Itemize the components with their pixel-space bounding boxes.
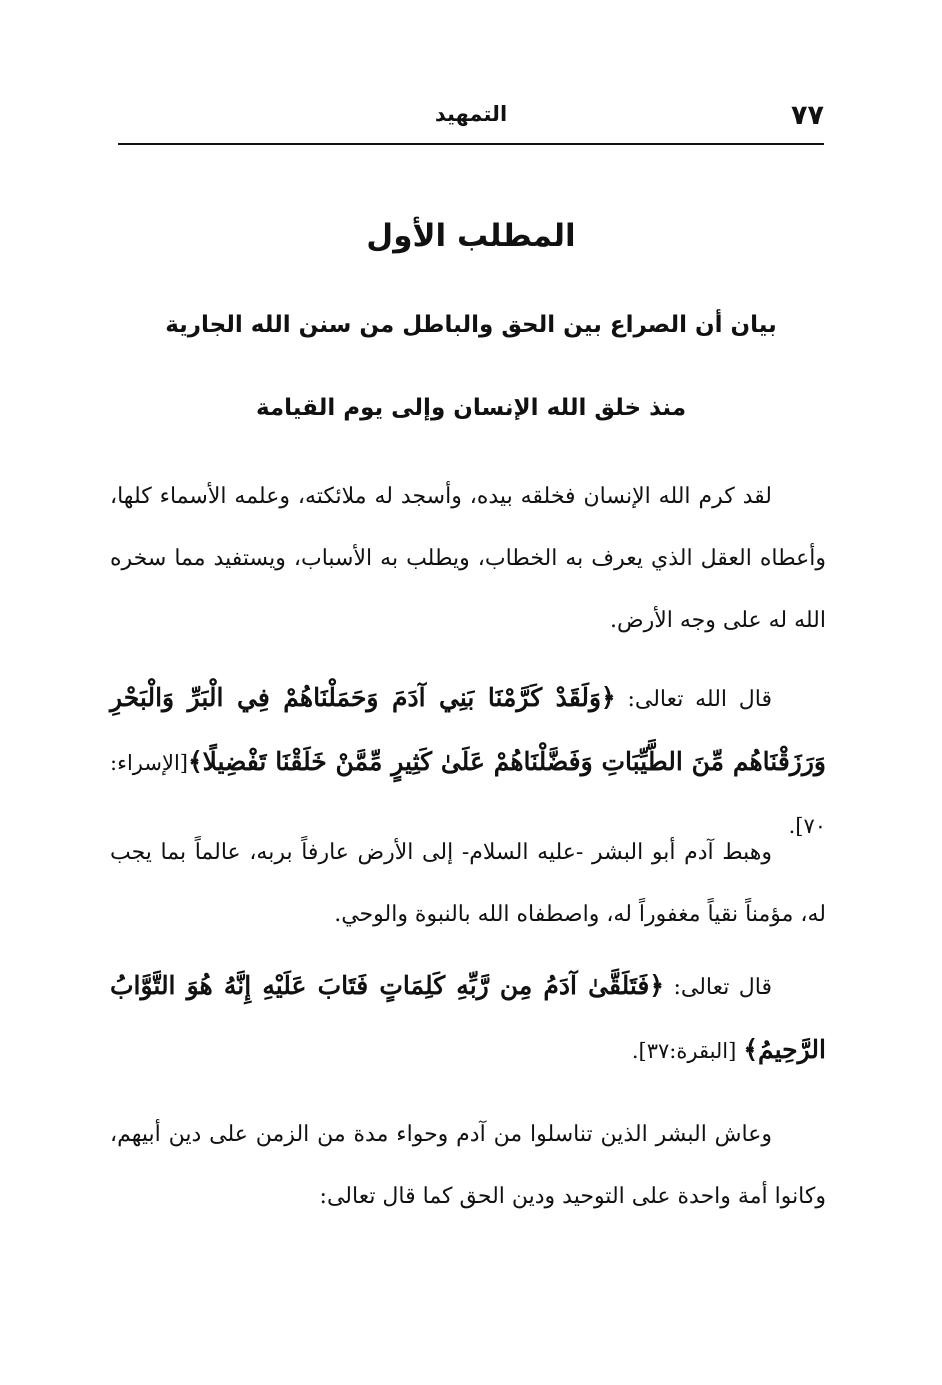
verse-intro: قال الله تعالى: xyxy=(615,687,772,712)
header-rule xyxy=(118,143,824,145)
page-number: ٧٧ xyxy=(791,100,824,131)
chapter-title: المطلب الأول xyxy=(366,218,576,254)
running-header xyxy=(118,100,824,140)
chapter-subtitle-line-2: منذ خلق الله الإنسان وإلى يوم القيامة xyxy=(255,395,687,421)
paragraph-5: وعاش البشر الذين تناسلوا من آدم وحواء مدة من الزمن على دين أبيهم، وكانوا أمة واحدة على التوحيد ودين الحق كما قال تعالى: xyxy=(110,1122,826,1209)
chapter-subtitle-line-1: بيان أن الصراع بين الحق والباطل من سنن الله الجارية xyxy=(165,312,777,338)
quran-verse: ﴿فَتَلَقَّىٰ آدَمُ مِن رَّبِّهِ كَلِمَاتٍ فَتَابَ عَلَيْهِ إِنَّهُ هُوَ التَّوَّابُ الرَّحِيمُ﴾ xyxy=(110,971,826,1064)
verse-intro: قال تعالى: xyxy=(664,975,772,1000)
verse-reference: [البقرة:٣٧]. xyxy=(631,1039,737,1063)
verse-reference: [الإسراء: ٧٠]. xyxy=(110,751,826,838)
paragraph-1: لقد كرم الله الإنسان فخلقه بيده، وأسجد له ملائكته، وعلمه الأسماء كلها، وأعطاه العقل الذي يعرف به الخطاب، ويطلب به الأسباب، ويستفيد مما سخره الله له على وجه الأرض. xyxy=(110,484,826,633)
section-title: التمهيد xyxy=(434,102,508,126)
paragraph-3: وهبط آدم أبو البشر -عليه السلام- إلى الأرض عارفاً بربه، عالماً بما يجب له، مؤمناً نقياً مغفوراً له، واصطفاه الله بالنبوة والوحي. xyxy=(110,840,826,927)
quran-verse: ﴿وَلَقَدْ كَرَّمْنَا بَنِي آدَمَ وَحَمَلْنَاهُمْ فِي الْبَرِّ وَالْبَحْرِ وَرَزَقْنَاهُم مِّنَ الطَّيِّبَاتِ وَفَضَّلْنَاهُمْ عَلَىٰ كَثِيرٍ مِّمَّنْ خَلَقْنَا تَفْضِيلًا﴾ xyxy=(110,683,826,776)
paragraph-4 xyxy=(110,955,826,1083)
